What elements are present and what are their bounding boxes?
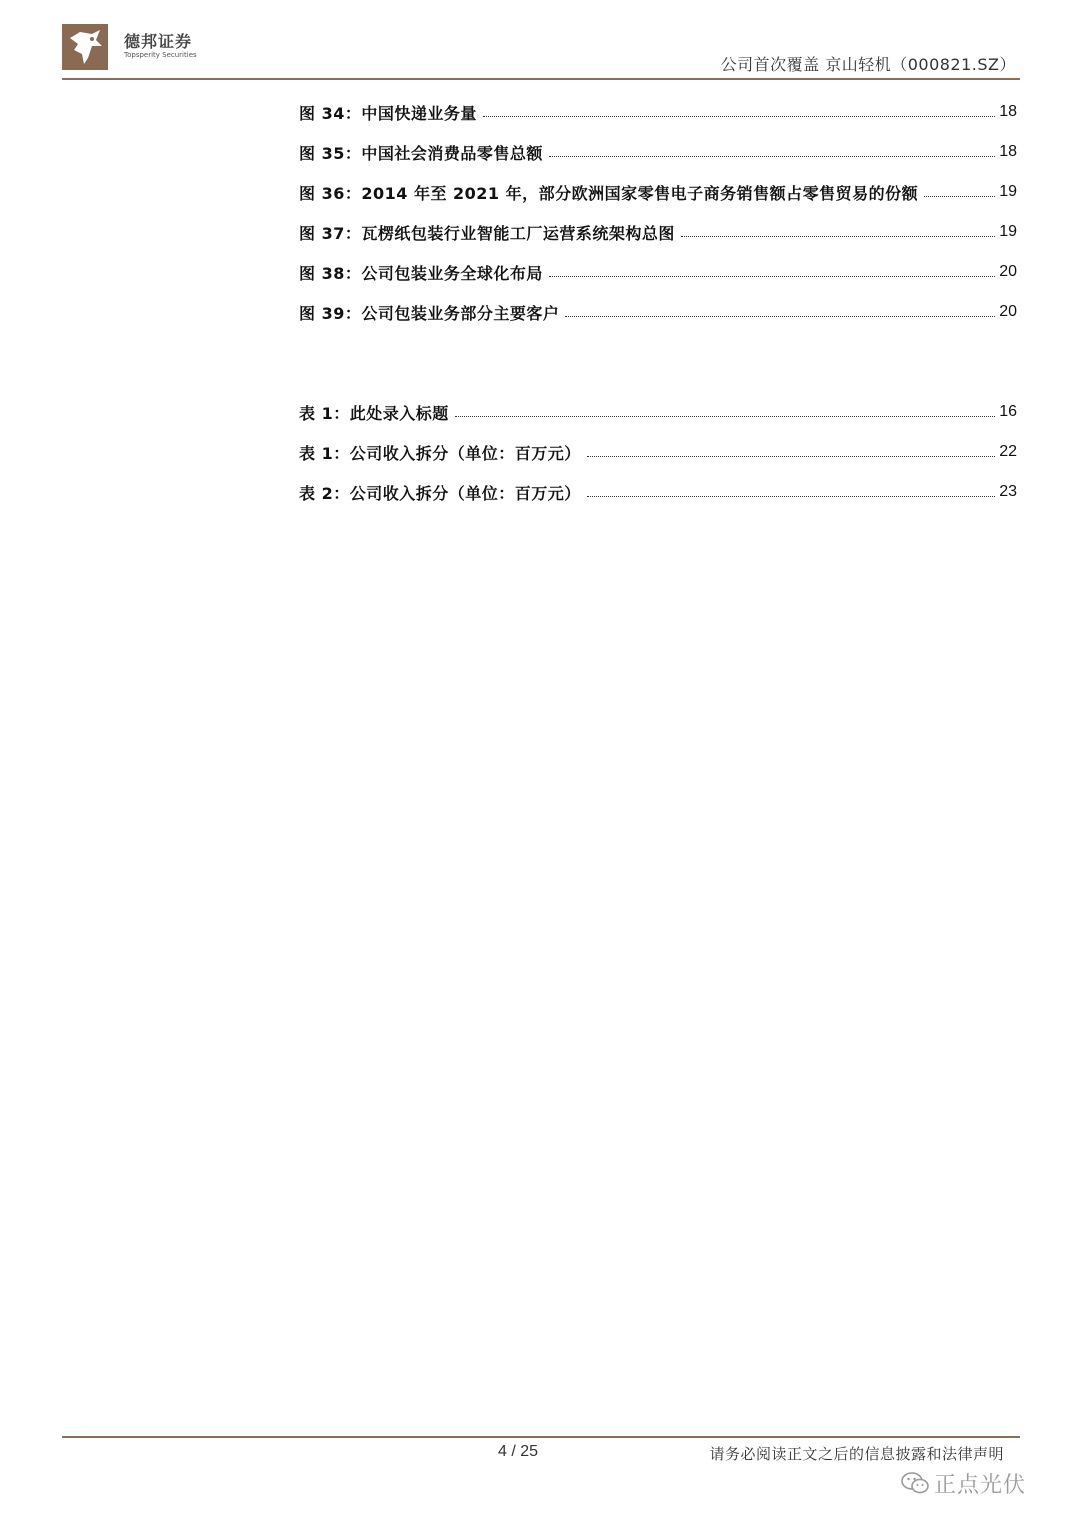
toc-entry-page: 19 [999, 183, 1017, 200]
page-footer [62, 1436, 1020, 1496]
toc-entry[interactable] [299, 392, 1017, 432]
report-label: 公司首次覆盖 京山轻机（000821.SZ） [720, 55, 1016, 74]
dot-leader [587, 496, 995, 497]
toc-entry-page: 16 [999, 403, 1017, 420]
dot-leader [483, 116, 995, 117]
toc-entry-page: 18 [999, 143, 1017, 160]
toc-entry-page: 20 [999, 263, 1017, 280]
dot-leader [455, 416, 995, 417]
dot-leader [587, 456, 995, 457]
watermark-text: 正点光伏 [934, 1472, 1027, 1498]
toc-entry-label: 图 36：2014 年至 2021 年，部分欧洲国家零售电子商务销售额占零售贸易的份额 [299, 183, 919, 203]
toc-entry-label: 表 2：公司收入拆分（单位：百万元） [299, 483, 581, 503]
wechat-watermark [900, 1468, 1026, 1498]
toc-entry-label: 表 1：公司收入拆分（单位：百万元） [299, 443, 581, 463]
toc-entry[interactable] [299, 472, 1017, 512]
toc-entry[interactable] [299, 292, 1017, 332]
toc-entry[interactable] [299, 92, 1017, 132]
table-list [299, 392, 1017, 512]
header-divider [62, 78, 1020, 80]
dot-leader [549, 276, 995, 277]
dot-leader [565, 316, 995, 317]
company-logo [62, 24, 212, 74]
wechat-icon [900, 1470, 930, 1496]
toc-entry-label: 图 35：中国社会消费品零售总额 [299, 143, 543, 163]
page-header [62, 24, 1020, 80]
dot-leader [924, 196, 995, 197]
toc-entry-page: 23 [999, 483, 1017, 500]
toc-entry-label: 图 34：中国快递业务量 [299, 103, 477, 123]
toc-entry-page: 18 [999, 103, 1017, 120]
toc-entry-page: 19 [999, 223, 1017, 240]
dot-leader [681, 236, 995, 237]
toc-entry-page: 22 [999, 443, 1017, 460]
toc-entry-label: 图 37：瓦楞纸包装行业智能工厂运营系统架构总图 [299, 223, 675, 243]
toc-entry[interactable] [299, 212, 1017, 252]
toc-entry[interactable] [299, 132, 1017, 172]
logo-text-cn: 德邦证券 [124, 32, 193, 51]
toc-entry-label: 表 1：此处录入标题 [299, 403, 449, 423]
legal-disclaimer: 请务必阅读正文之后的信息披露和法律声明 [709, 1445, 1004, 1463]
toc-entry[interactable] [299, 432, 1017, 472]
toc-entry-page: 20 [999, 303, 1017, 320]
figure-list [299, 92, 1017, 332]
toc-entry[interactable] [299, 172, 1017, 212]
logo-mark-icon [62, 24, 108, 70]
toc-entry-label: 图 39：公司包装业务部分主要客户 [299, 303, 560, 323]
logo-text-en: Topsperity Securities [124, 51, 197, 59]
footer-divider [62, 1436, 1020, 1438]
toc-entry-label: 图 38：公司包装业务全球化布局 [299, 263, 543, 283]
toc-entry[interactable] [299, 252, 1017, 292]
dot-leader [549, 156, 995, 157]
page-number: 4 / 25 [498, 1443, 539, 1460]
